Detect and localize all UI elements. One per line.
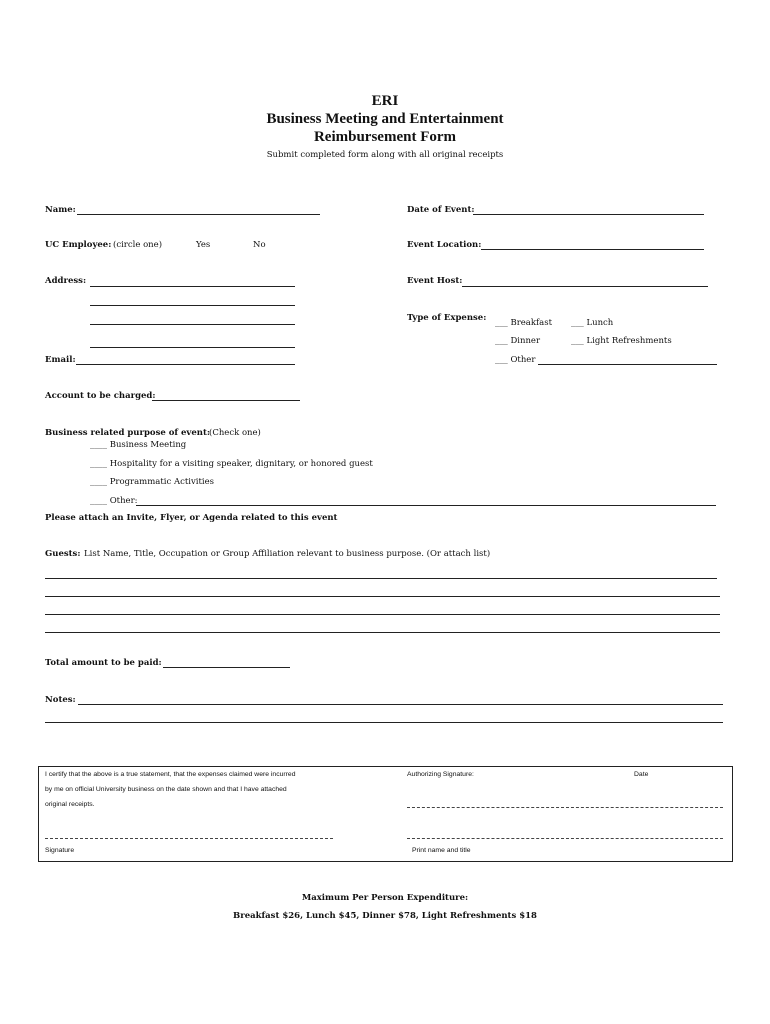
expense-lunch[interactable]: ___ Lunch <box>571 318 614 328</box>
max-expenditure-heading: Maximum Per Person Expenditure: <box>301 893 469 903</box>
auth-signature-line[interactable] <box>407 807 723 808</box>
location-field[interactable] <box>481 249 704 250</box>
guests-line[interactable] <box>45 632 720 633</box>
form-subtitle: Submit completed form along with all original receipts <box>266 150 504 160</box>
name-label: Name: <box>45 205 76 215</box>
email-field[interactable] <box>76 364 295 365</box>
employee-no[interactable]: No <box>253 240 266 250</box>
purpose-option[interactable]: ____ Programmatic Activities <box>90 477 215 487</box>
expense-dinner[interactable]: ___ Dinner <box>495 336 541 346</box>
certification-box <box>38 766 733 862</box>
certify-text-line1: I certify that the above is a true statement, that the expenses claimed were incurred <box>45 771 296 778</box>
expense-other[interactable]: ___ Other <box>495 355 536 365</box>
signature-label: Signature <box>45 847 75 854</box>
notes-line[interactable] <box>45 722 723 723</box>
host-label: Event Host: <box>407 276 463 286</box>
total-field[interactable] <box>163 667 290 668</box>
address-label: Address: <box>45 276 87 286</box>
notes-line[interactable] <box>78 704 723 705</box>
signature-line[interactable] <box>45 838 333 839</box>
print-name-label: Print name and title <box>412 847 471 854</box>
expense-type-label: Type of Expense: <box>407 313 487 323</box>
notes-label: Notes: <box>45 695 76 705</box>
max-expenditure-amounts: Breakfast $26, Lunch $45, Dinner $78, Light Refreshments $18 <box>233 911 537 921</box>
certify-text-line2: by me on official University business on the date shown and that I have attached <box>45 786 287 793</box>
date-label: Date of Event: <box>407 205 475 215</box>
total-label: Total amount to be paid: <box>45 658 162 668</box>
account-field[interactable] <box>152 400 300 401</box>
form-code: ERI <box>371 93 399 109</box>
account-label: Account to be charged: <box>45 391 156 401</box>
guests-line[interactable] <box>45 614 720 615</box>
address-field-1[interactable] <box>90 286 295 287</box>
employee-label: UC Employee: <box>45 240 112 250</box>
address-field-3[interactable] <box>90 324 295 325</box>
print-name-line[interactable] <box>407 838 723 839</box>
name-field[interactable] <box>77 214 320 215</box>
purpose-option[interactable]: ____ Other: <box>90 496 138 506</box>
expense-light-refreshments[interactable]: ___ Light Refreshments <box>571 336 672 346</box>
guests-line[interactable] <box>45 596 720 597</box>
purpose-option[interactable]: ____ Hospitality for a visiting speaker, dignitary, or honored guest <box>90 459 373 469</box>
address-field-2[interactable] <box>90 305 295 306</box>
form-title-line2: Reimbursement Form <box>313 129 457 145</box>
location-label: Event Location: <box>407 240 482 250</box>
certify-text-line3: original receipts. <box>45 801 95 808</box>
attach-note: Please attach an Invite, Flyer, or Agenda related to this event <box>45 513 338 523</box>
guests-hint: List Name, Title, Occupation or Group Affiliation relevant to business purpose. (Or attach list) <box>84 549 491 559</box>
date-signature-label: Date <box>634 771 649 778</box>
address-field-4[interactable] <box>90 347 295 348</box>
expense-breakfast[interactable]: ___ Breakfast <box>495 318 553 328</box>
email-label: Email: <box>45 355 76 365</box>
date-field[interactable] <box>473 214 704 215</box>
form-title: Business Meeting and Entertainment <box>266 111 504 127</box>
purpose-hint: (Check one) <box>209 428 261 438</box>
purpose-label: Business related purpose of event: <box>45 428 211 438</box>
expense-other-field[interactable] <box>538 364 717 365</box>
purpose-option[interactable]: ____ Business Meeting <box>90 440 187 450</box>
employee-yes[interactable]: Yes <box>196 240 211 250</box>
guests-line[interactable] <box>45 578 717 579</box>
host-field[interactable] <box>462 286 708 287</box>
purpose-other-field[interactable] <box>136 505 716 506</box>
guests-label: Guests: <box>45 549 81 559</box>
employee-hint: (circle one) <box>113 240 163 250</box>
auth-signature-label: Authorizing Signature: <box>407 771 474 778</box>
